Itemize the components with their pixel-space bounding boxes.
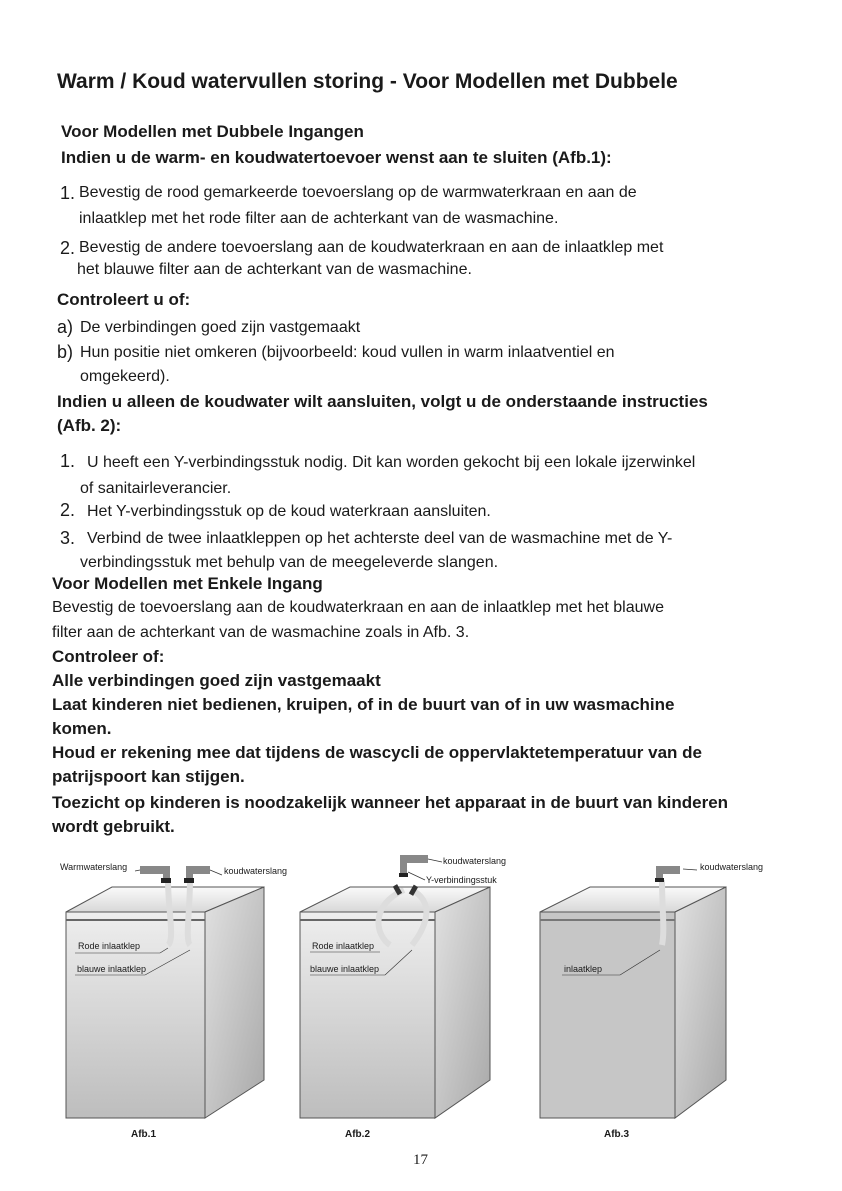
list-item-text: Hun positie niet omkeren (bijvoorbeeld: koud vullen in warm inlaatventiel en bbox=[80, 344, 615, 361]
warning-line: Controleer of: bbox=[52, 647, 165, 666]
list-letter: a) bbox=[57, 317, 74, 337]
section-subheading: Indien u de warm- en koudwatertoevoer wenst aan te sluiten (Afb.1): bbox=[61, 148, 612, 167]
figure-label: koudwaterslang bbox=[443, 856, 507, 866]
figure-caption: Afb.3 bbox=[604, 1129, 629, 1140]
figure-label: blauwe inlaatklep bbox=[77, 964, 147, 974]
list-number: 3. bbox=[60, 528, 76, 548]
list-item-text: Verbind de twee inlaatkleppen op het achterste deel van de wasmachine met de Y- bbox=[87, 530, 673, 547]
paragraph-line: filter aan de achterkant van de wasmachine zoals in Afb. 3. bbox=[52, 624, 470, 641]
section-heading: Voor Modellen met Dubbele Ingangen bbox=[61, 122, 364, 141]
washer-figure-2 bbox=[300, 855, 490, 1118]
list-number: 2. bbox=[60, 238, 76, 258]
warning-line: Alle verbindingen goed zijn vastgemaakt bbox=[52, 671, 381, 690]
warning-line: Toezicht op kinderen is noodzakelijk wanneer het apparaat in de buurt van kinderen bbox=[52, 793, 729, 812]
figure-label: Rode inlaatklep bbox=[78, 941, 141, 951]
list-number: 1. bbox=[60, 451, 76, 471]
section-heading: Voor Modellen met Enkele Ingang bbox=[52, 574, 323, 593]
list-item-text: inlaatklep met het rode filter aan de achterkant van de wasmachine. bbox=[79, 210, 559, 227]
figure-caption: Afb.1 bbox=[131, 1129, 156, 1140]
warning-line: wordt gebruikt. bbox=[52, 817, 175, 836]
list-item-text: verbindingsstuk met behulp van de meegeleverde slangen. bbox=[80, 554, 499, 571]
figure-label: inlaatklep bbox=[564, 964, 603, 974]
figure-label: blauwe inlaatklep bbox=[310, 964, 380, 974]
figure-label: Rode inlaatklep bbox=[312, 941, 375, 951]
list-number: 1. bbox=[60, 183, 76, 203]
list-item-text: Bevestig de rood gemarkeerde toevoerslang op de warmwaterkraan en aan de bbox=[79, 184, 637, 201]
page-title: Warm / Koud watervullen storing - Voor Modellen met Dubbele bbox=[57, 70, 678, 93]
section-heading: (Afb. 2): bbox=[57, 416, 122, 435]
list-item-text: omgekeerd). bbox=[80, 368, 170, 385]
section-heading: Indien u alleen de koudwater wilt aansluiten, volgt u de onderstaande instructies bbox=[57, 392, 708, 411]
list-item-text: U heeft een Y-verbindingsstuk nodig. Dit kan worden gekocht bij een lokale ijzerwinkel bbox=[87, 454, 696, 471]
warning-line: Laat kinderen niet bedienen, kruipen, of in de buurt van of in uw wasmachine bbox=[52, 695, 675, 714]
figure-caption: Afb.2 bbox=[345, 1129, 370, 1140]
figure-label: Y-verbindingsstuk bbox=[426, 875, 497, 885]
check-heading: Controleert u of: bbox=[57, 290, 191, 309]
list-item-text: De verbindingen goed zijn vastgemaakt bbox=[80, 319, 361, 336]
warning-line: Houd er rekening mee dat tijdens de wascycli de oppervlaktetemperatuur van de bbox=[52, 743, 702, 762]
list-item-text: het blauwe filter aan de achterkant van de wasmachine. bbox=[77, 261, 472, 278]
figure-label: koudwaterslang bbox=[700, 862, 764, 872]
list-letter: b) bbox=[57, 342, 74, 362]
washer-figure-3 bbox=[540, 866, 726, 1118]
washer-figure-1 bbox=[66, 866, 264, 1118]
list-number: 2. bbox=[60, 500, 76, 520]
paragraph-line: Bevestig de toevoerslang aan de koudwaterkraan en aan de inlaatklep met het blauwe bbox=[52, 599, 664, 616]
list-item-text: Het Y-verbindingsstuk op de koud waterkraan aansluiten. bbox=[87, 503, 491, 520]
figure-label: koudwaterslang bbox=[224, 866, 288, 876]
warning-line: patrijspoort kan stijgen. bbox=[52, 767, 245, 786]
figure-label: Warmwaterslang bbox=[60, 862, 128, 872]
list-item-text: Bevestig de andere toevoerslang aan de koudwaterkraan en aan de inlaatklep met bbox=[79, 239, 664, 256]
warning-line: komen. bbox=[52, 719, 112, 738]
page-number: 17 bbox=[413, 1152, 428, 1168]
list-item-text: of sanitairleverancier. bbox=[80, 480, 232, 497]
